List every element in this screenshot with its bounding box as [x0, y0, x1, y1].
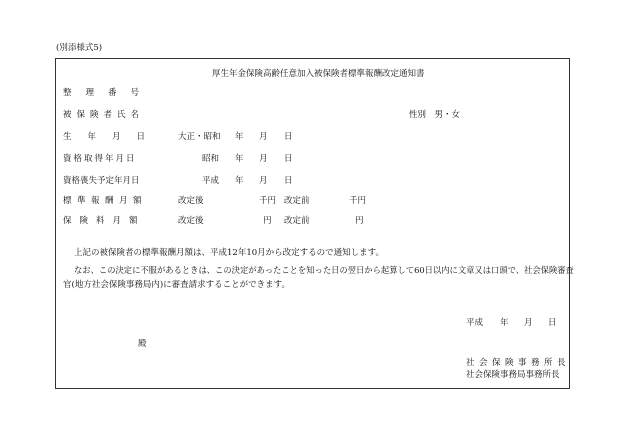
acquisition-era: 昭和 [202, 154, 220, 164]
notice-title: 厚生年金保険高齢任意加入被保険者標準報酬改定通知書 [212, 69, 425, 79]
insured-name-label: 被保険者氏名 [63, 110, 145, 120]
premium-after-unit: 円 [263, 216, 272, 226]
std-before-label: 改定前 [284, 196, 310, 206]
footer-year-unit: 年 [500, 318, 509, 328]
acquisition-month-unit: 月 [259, 154, 268, 164]
standard-remuneration-label: 標準報酬月額 [63, 196, 148, 206]
acquisition-date-label: 資格取得年月日 [63, 154, 137, 164]
birth-month-unit: 月 [259, 132, 268, 142]
addressee-honorific: 殿 [138, 339, 147, 349]
form-code: (別添様式5) [56, 43, 103, 53]
loss-year-unit: 年 [235, 176, 244, 186]
body-line-1: 上記の被保険者の標準報酬月額は、平成12年10月から改定するので通知します。 [74, 248, 384, 258]
loss-era: 平成 [202, 176, 220, 186]
loss-day-unit: 日 [284, 176, 293, 186]
body-line-2: なお、この決定に不服があるときは、この決定があったことを知った日の翌日から起算して60日以内に文章又は口頭で、社会保険審査 [74, 265, 574, 275]
acquisition-year-unit: 年 [235, 154, 244, 164]
std-after-label: 改定後 [178, 196, 204, 206]
body-line-3: 官(地方社会保険事務局内)に審査請求することができます。 [63, 280, 290, 290]
birth-era: 大正・昭和 [178, 132, 221, 142]
premium-before-label: 改定前 [284, 216, 310, 226]
office-title-1: 社会保険事務所長 [466, 358, 571, 368]
birth-year-unit: 年 [235, 132, 244, 142]
premium-label: 保険料月額 [63, 216, 146, 226]
premium-after-label: 改定後 [178, 216, 204, 226]
footer-date-era: 平成 [466, 318, 484, 328]
loss-month-unit: 月 [259, 176, 268, 186]
acquisition-day-unit: 日 [284, 154, 293, 164]
std-after-unit: 千円 [259, 196, 277, 206]
birth-day-unit: 日 [284, 132, 293, 142]
seiri-number-label: 整理番号 [63, 88, 154, 98]
footer-month-unit: 月 [524, 318, 533, 328]
premium-before-unit: 円 [355, 216, 364, 226]
office-title-2: 社会保険事務局事務所長 [466, 370, 560, 380]
birth-date-label: 生年月日 [63, 132, 162, 142]
loss-date-label: 資格喪失予定年月日 [63, 176, 140, 186]
gender-field: 性別 男・女 [409, 110, 461, 120]
footer-day-unit: 日 [548, 318, 557, 328]
std-before-unit: 千円 [349, 196, 367, 206]
